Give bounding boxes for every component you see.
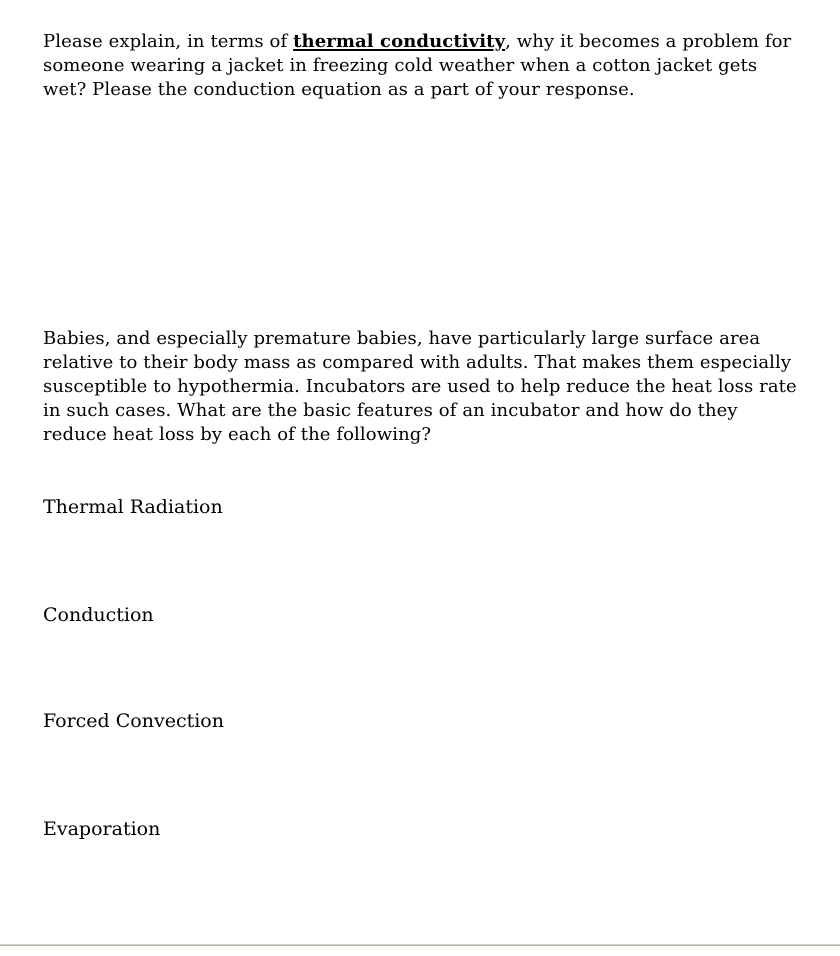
question-jacket-text [43, 30, 803, 102]
question-incubator-text: Babies, and especially premature babies, have particularly large surface area relative to their body mass as compared with adults. That makes them especially susceptible to hypothermia. Incubators are used to help reduce the heat loss rate in such cases. What are the basic features of an incubator and how do they reduce heat loss by each of the following? [43, 328, 797, 445]
answer-space-forced-convection [0, 736, 840, 814]
thermal-conductivity-emphasized-term: thermal conductivity [293, 31, 506, 52]
heat-loss-mode-forced-convection: Forced Convection [43, 710, 224, 732]
heat-loss-mode-thermal-radiation: Thermal Radiation [43, 496, 223, 518]
answer-space-jacket-question [0, 104, 840, 324]
answer-space-conduction [0, 630, 840, 706]
question-jacket-prefix: Please explain, in terms of [43, 31, 294, 52]
heat-loss-mode-evaporation: Evaporation [43, 818, 161, 840]
answer-space-evaporation [0, 844, 840, 942]
answer-space-thermal-radiation [0, 522, 840, 600]
heat-loss-mode-conduction: Conduction [43, 604, 154, 626]
question-jacket-suffix: , why it becomes a problem for someone wearing a jacket in freezing cold weather when a cotton jacket gets wet? Please the conduction equation as a part of your response. [43, 31, 792, 100]
bottom-divider [0, 944, 840, 946]
